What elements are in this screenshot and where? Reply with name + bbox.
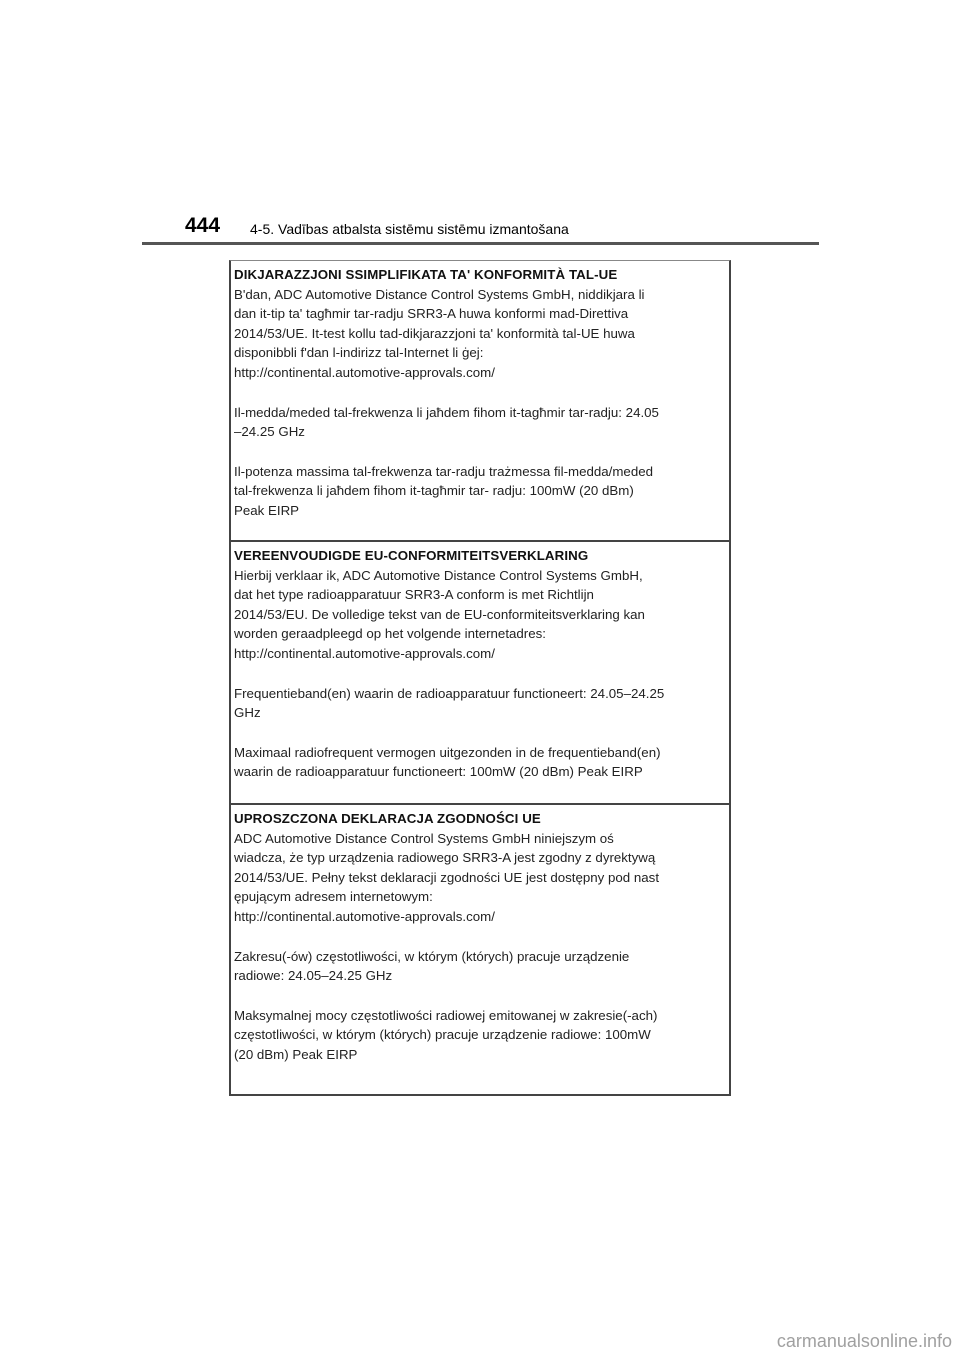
spacer bbox=[234, 442, 727, 462]
spacer bbox=[234, 986, 727, 1006]
power-line: Peak EIRP bbox=[234, 502, 300, 518]
declaration-line: 2014/53/UE. It-test kollu tad-dikjarazzjoni ta' konformità tal-UE huwa bbox=[234, 325, 635, 341]
section-heading: VEREENVOUDIGDE EU-CONFORMITEITSVERKLARING bbox=[234, 548, 589, 563]
page-number: 444 bbox=[185, 214, 221, 237]
declaration-line: worden geraadpleegd op het volgende internetadres: bbox=[234, 626, 546, 642]
section-heading: UPROSZCZONA DEKLARACJA ZGODNOŚCI UE bbox=[234, 811, 541, 826]
power-line: (20 dBm) Peak EIRP bbox=[234, 1046, 358, 1062]
declaration-polish bbox=[231, 803, 729, 1093]
spacer bbox=[234, 383, 727, 403]
frequency-line: radiowe: 24.05–24.25 GHz bbox=[234, 968, 393, 984]
frequency-line: Zakresu(-ów) częstotliwości, w którym (których) pracuje urządzenie bbox=[234, 948, 630, 964]
declaration-line: ADC Automotive Distance Control Systems GmbH niniejszym oś bbox=[234, 830, 614, 846]
frequency-line: Frequentieband(en) waarin de radioapparatuur functioneert: 24.05–24.25 bbox=[234, 685, 665, 701]
declaration-url: http://continental.automotive-approvals.com/ bbox=[234, 908, 495, 924]
header-rule bbox=[142, 242, 819, 245]
frequency-line: GHz bbox=[234, 705, 261, 721]
spacer bbox=[234, 723, 727, 743]
power-line: Il-potenza massima tal-frekwenza tar-radju trażmessa fil-medda/meded bbox=[234, 463, 654, 479]
declaration-line: 2014/53/EU. De volledige tekst van de EU-conformiteitsverklaring kan bbox=[234, 606, 645, 622]
spacer bbox=[234, 927, 727, 947]
declaration-line: ępującym adresem internetowym: bbox=[234, 889, 433, 905]
power-line: Maksymalnej mocy częstotliwości radiowej emitowanej w zakresie(-ach) bbox=[234, 1007, 658, 1023]
power-line: waarin de radioapparatuur functioneert: 100mW (20 dBm) Peak EIRP bbox=[234, 764, 643, 780]
declaration-line: B'dan, ADC Automotive Distance Control Systems GmbH, niddikjara li bbox=[234, 286, 645, 302]
declaration-url: http://continental.automotive-approvals.com/ bbox=[234, 645, 495, 661]
declaration-line: disponibbli f'dan l-indirizz tal-Internet li ġej: bbox=[234, 345, 484, 361]
frequency-line: Il-medda/meded tal-frekwenza li jaħdem fihom it-tagħmir tar-radju: 24.05 bbox=[234, 404, 659, 420]
declaration-line: dat het type radioapparatuur SRR3-A conform is met Richtlijn bbox=[234, 587, 594, 603]
spacer bbox=[234, 664, 727, 684]
declaration-line: Hierbij verklaar ik, ADC Automotive Distance Control Systems GmbH, bbox=[234, 567, 643, 583]
declaration-box bbox=[229, 260, 731, 1096]
declaration-dutch bbox=[231, 540, 729, 803]
section-title: 4-5. Vadības atbalsta sistēmu sistēmu izmantošana bbox=[250, 221, 569, 237]
power-line: częstotliwości, w którym (których) pracuje urządzenie radiowe: 100mW bbox=[234, 1027, 651, 1043]
declaration-line: 2014/53/UE. Pełny tekst deklaracji zgodności UE jest dostępny pod nast bbox=[234, 869, 660, 885]
declaration-line: dan it-tip ta' tagħmir tar-radju SRR3-A huwa konformi mad-Direttiva bbox=[234, 306, 629, 322]
declaration-url: http://continental.automotive-approvals.com/ bbox=[234, 364, 495, 380]
power-line: Maximaal radiofrequent vermogen uitgezonden in de frequentieband(en) bbox=[234, 744, 661, 760]
declaration-line: wiadcza, że typ urządzenia radiowego SRR3-A jest zgodny z dyrektywą bbox=[234, 850, 656, 866]
section-heading: DIKJARAZZJONI SSIMPLIFIKATA TA' KONFORMITÀ TAL-UE bbox=[234, 267, 618, 282]
footer-watermark: carmanualsonline.info bbox=[776, 1331, 952, 1351]
power-line: tal-frekwenza li jaħdem fihom it-tagħmir tar- radju: 100mW (20 dBm) bbox=[234, 483, 634, 499]
frequency-line: –24.25 GHz bbox=[234, 424, 305, 440]
declaration-maltese bbox=[231, 261, 729, 540]
